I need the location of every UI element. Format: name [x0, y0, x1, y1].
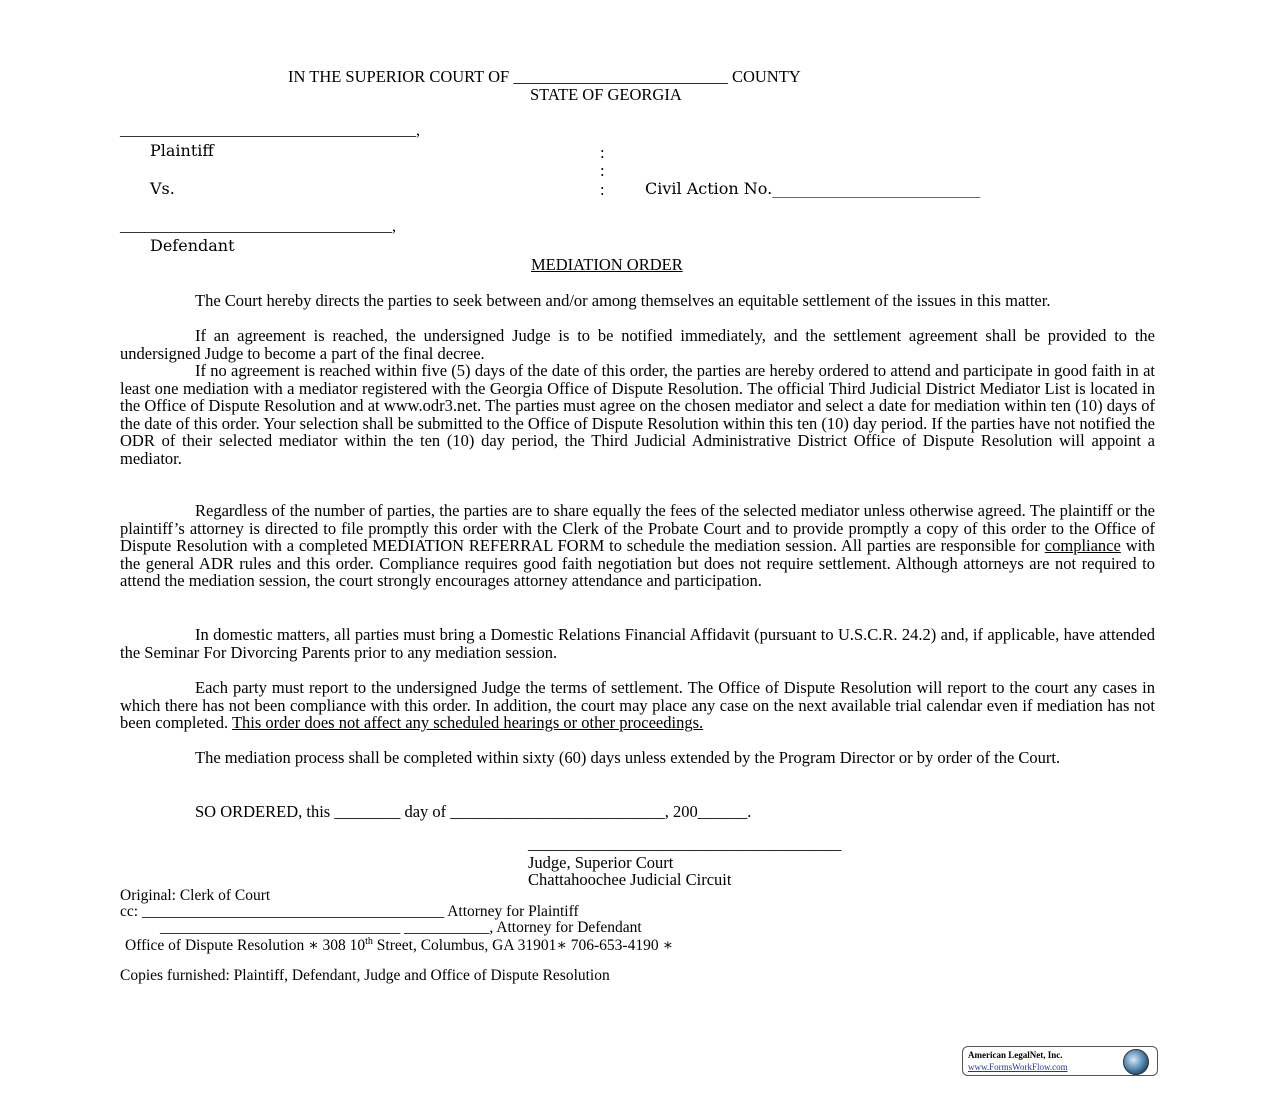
vs-label: Vs. — [150, 179, 175, 198]
paragraph-4-part-a: Regardless of the number of parties, the parties are to share equally the fees of the selected mediator unless otherwise agreed. The plaintiff or the plaintiff’s attorney is directed to file promptly this order with the Clerk of the Probate Court and to provide promptly a copy of this order to the Office of Dispute Resolution with a completed MEDIATION REFERRAL FORM to schedule the mediation session. All parties are responsible for — [120, 501, 1155, 556]
paragraph-6 — [120, 679, 1155, 732]
caption-colon-1: : — [600, 143, 605, 162]
forms-workflow-badge[interactable] — [962, 1046, 1158, 1076]
judge-signature-line: ______________________________________ — [528, 834, 842, 853]
caption-colon-2: : — [600, 161, 605, 180]
odr-address-prefix: Office of Dispute Resolution ∗ 308 10 — [125, 937, 366, 955]
civil-action-field — [645, 179, 980, 198]
paragraph-7: The mediation process shall be completed within sixty (60) days unless extended by the Program Director or by order of the Court. — [195, 748, 1061, 767]
cc-defendant-attorney: _______________________________ ___________, Attorney for Defendant — [160, 919, 642, 936]
paragraph-3: If no agreement is reached within five (5) days of the date of this order, the parties are hereby ordered to attend and participate in good faith in at least one mediation with a mediator registered with the Georgia Office of Dispute Resolution. The official Third Judicial District Mediator List is located in the Office of Dispute Resolution and at www.odr3.net. The parties must agree on the chosen mediator and select a date for mediation within ten (10) days of the date of this order. Your selection shall be submitted to the Office of Dispute Resolution within this ten (10) day period. If the parties have not notified the ODR of their selected mediator within the ten (10) day period, the Third Judicial Administrative District Office of Dispute Resolution will appoint a mediator. — [120, 361, 1155, 468]
defendant-name-line: __________________________________, — [120, 218, 396, 235]
circuit-name: Chattahoochee Judicial Circuit — [528, 870, 732, 889]
copies-furnished: Copies furnished: Plaintiff, Defendant, Judge and Office of Dispute Resolution — [120, 967, 610, 984]
globe-icon — [1123, 1049, 1149, 1075]
paragraph-6-part-a: Each party must report to the undersigned Judge the terms of settlement. The Office of Dispute Resolution will report to the court any cases in which there has not been compliance with this order. In addition, the court may place any case on the next available trial calendar even if mediation has not been completed. — [120, 678, 1155, 733]
badge-url-link[interactable]: www.FormsWorkFlow.com — [968, 1062, 1068, 1072]
badge-company-name: American LegalNet, Inc. — [968, 1050, 1063, 1060]
original-recipient: Original: Clerk of Court — [120, 887, 271, 904]
plaintiff-name-line: _____________________________________, — [120, 122, 420, 139]
odr-address-sup: th — [365, 936, 373, 947]
county-blank: __________________________ — [513, 67, 728, 86]
court-prefix: IN THE SUPERIOR COURT OF — [288, 67, 510, 86]
civil-action-label: Civil Action No. — [645, 179, 773, 198]
defendant-label: Defendant — [150, 236, 235, 255]
compliance-term: compliance — [1044, 536, 1121, 556]
so-ordered-line: SO ORDERED, this ________ day of __________________________, 200______. — [195, 802, 752, 821]
paragraph-2: If an agreement is reached, the undersigned Judge is to be notified immediately, and the settlement agreement shall be provided to the undersigned Judge to become a part of the final decree. — [120, 326, 1155, 363]
paragraph-6-underlined: This order does not affect any scheduled hearings or other proceedings. — [231, 713, 704, 733]
paragraph-4 — [120, 502, 1155, 590]
paragraph-4-part-b: with the general ADR rules and this order. Compliance requires good faith negotiation but does not require settlement. Although attorneys are not required to attend the mediation session, the court strongly encourages attorney attendance and participation. — [120, 536, 1156, 591]
paragraph-5: In domestic matters, all parties must bring a Domestic Relations Financial Affidavit (pursuant to U.S.C.R. 24.2) and, if applicable, have attended the Seminar For Divorcing Parents prior to any mediation session. — [120, 625, 1155, 662]
cc-plaintiff-attorney: cc: _______________________________________ Attorney for Plaintiff — [120, 903, 579, 920]
paragraph-1: The Court hereby directs the parties to seek between and/or among themselves an equitable settlement of the issues in this matter. — [195, 291, 1051, 310]
county-label: COUNTY — [731, 67, 801, 86]
plaintiff-label: Plaintiff — [150, 141, 214, 160]
judge-title: Judge, Superior Court — [528, 853, 674, 872]
civil-action-blank: __________________________ — [772, 179, 981, 198]
odr-address — [125, 936, 673, 955]
state-heading: STATE OF GEORGIA — [530, 85, 682, 104]
odr-address-suffix: Street, Columbus, GA 31901∗ 706-653-4190 ∗ — [372, 937, 673, 955]
document-title: MEDIATION ORDER — [531, 255, 683, 274]
court-heading — [288, 67, 801, 87]
caption-colon-3: : — [600, 180, 605, 199]
